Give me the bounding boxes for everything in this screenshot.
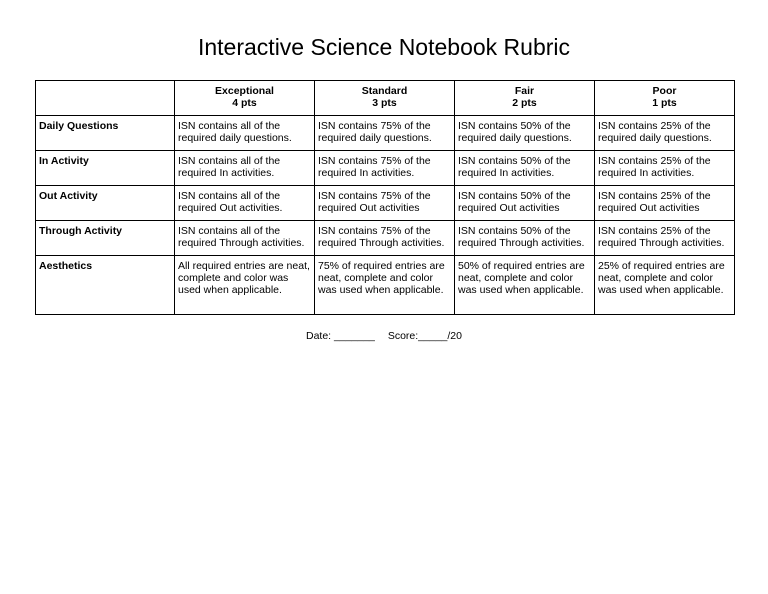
header-cell-exceptional bbox=[175, 81, 315, 116]
header-cell-fair bbox=[455, 81, 595, 116]
table-cell: ISN contains all of the required In activities. bbox=[175, 151, 315, 186]
table-row bbox=[36, 151, 735, 186]
header-row bbox=[36, 81, 735, 116]
row-label: Aesthetics bbox=[36, 256, 175, 315]
table-cell: ISN contains 75% of the required daily questions. bbox=[315, 116, 455, 151]
column-name: Poor bbox=[652, 85, 677, 97]
column-name: Standard bbox=[361, 85, 408, 97]
footer bbox=[0, 330, 768, 342]
row-label: Out Activity bbox=[36, 186, 175, 221]
header-cell-poor bbox=[595, 81, 735, 116]
rubric-table bbox=[35, 80, 735, 315]
table-row bbox=[36, 221, 735, 256]
table-cell: 75% of required entries are neat, complete and color was used when applicable. bbox=[315, 256, 455, 315]
row-label: In Activity bbox=[36, 151, 175, 186]
page-title: Interactive Science Notebook Rubric bbox=[197, 34, 571, 60]
table-cell: ISN contains 75% of the required Out activities bbox=[315, 186, 455, 221]
table-cell: ISN contains all of the required daily questions. bbox=[175, 116, 315, 151]
table-cell: 50% of required entries are neat, complete and color was used when applicable. bbox=[455, 256, 595, 315]
table-row bbox=[36, 116, 735, 151]
table-cell: ISN contains 25% of the required daily questions. bbox=[595, 116, 735, 151]
table-cell: ISN contains 25% of the required Out activities bbox=[595, 186, 735, 221]
table-row bbox=[36, 256, 735, 315]
row-label: Through Activity bbox=[36, 221, 175, 256]
date-field: Date: _______ bbox=[306, 330, 375, 342]
table-cell: ISN contains 75% of the required Through activities. bbox=[315, 221, 455, 256]
table-row bbox=[36, 186, 735, 221]
table-cell: ISN contains all of the required Out activities. bbox=[175, 186, 315, 221]
header-cell-standard bbox=[315, 81, 455, 116]
column-points: 2 pts bbox=[512, 97, 537, 109]
column-points: 4 pts bbox=[232, 97, 257, 109]
table-cell: All required entries are neat, complete and color was used when applicable. bbox=[175, 256, 315, 315]
table-cell: ISN contains 50% of the required daily questions. bbox=[455, 116, 595, 151]
table-cell: ISN contains 25% of the required In activities. bbox=[595, 151, 735, 186]
table-cell: ISN contains 25% of the required Through activities. bbox=[595, 221, 735, 256]
column-points: 3 pts bbox=[372, 97, 397, 109]
score-field: Score:_____/20 bbox=[387, 330, 462, 342]
column-points: 1 pts bbox=[652, 97, 677, 109]
table-cell: ISN contains all of the required Through activities. bbox=[175, 221, 315, 256]
table-cell: ISN contains 75% of the required In activities. bbox=[315, 151, 455, 186]
table-cell: ISN contains 50% of the required In activities. bbox=[455, 151, 595, 186]
column-name: Exceptional bbox=[215, 85, 274, 97]
table-cell: ISN contains 50% of the required Out activities bbox=[455, 186, 595, 221]
table-cell: 25% of required entries are neat, complete and color was used when applicable. bbox=[595, 256, 735, 315]
table-cell: ISN contains 50% of the required Through activities. bbox=[455, 221, 595, 256]
column-name: Fair bbox=[514, 85, 535, 97]
header-cell-blank bbox=[36, 81, 175, 116]
row-label: Daily Questions bbox=[36, 116, 175, 151]
